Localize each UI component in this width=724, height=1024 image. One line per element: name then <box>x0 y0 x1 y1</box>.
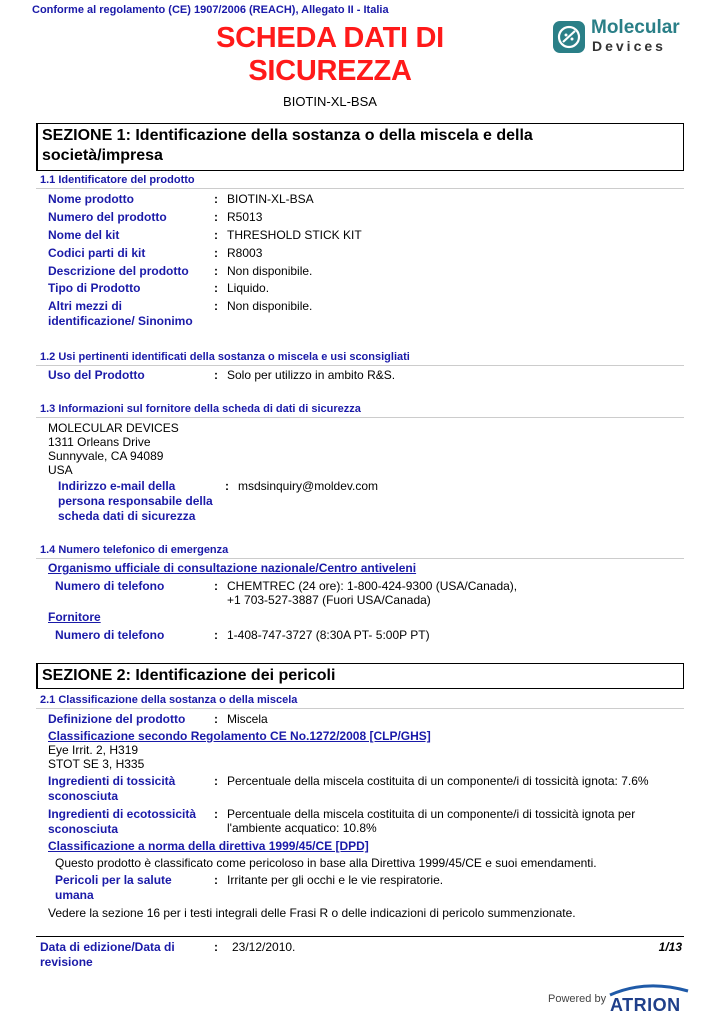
document-title <box>140 22 520 88</box>
row-label-product-type: Tipo di Prodotto <box>48 281 141 295</box>
tox-label-line-2: sconosciuta <box>48 789 119 803</box>
ecotox-value-line-1: Percentuale della miscela costituita di un componente/i di tossicità ignota per <box>227 807 636 821</box>
health-label-line-1: Pericoli per la salute <box>55 873 172 887</box>
row-label-product-number: Numero del prodotto <box>48 210 167 224</box>
other-label-line-1: Altri mezzi di <box>48 299 123 313</box>
supplier-line-1: MOLECULAR DEVICES <box>48 421 179 435</box>
official-body-heading: Organismo ufficiale di consultazione nazionale/Centro antiveleni <box>48 561 417 575</box>
other-label-line-2: identificazione/ Sinonimo <box>48 314 193 328</box>
section-2-heading: SEZIONE 2: Identificazione dei pericoli <box>36 663 684 689</box>
molecular-devices-logo <box>553 16 693 58</box>
row-label-unknown-toxicity <box>48 774 175 804</box>
title-line-1: SCHEDA DATI DI <box>216 22 444 54</box>
subsection-1-1-heading: 1.1 Identificatore del prodotto <box>40 174 195 186</box>
ecotox-label-line-2: sconosciuta <box>48 822 119 836</box>
row-label-emergency-phone: Numero di telefono <box>55 579 165 593</box>
row-label-product-use: Uso del Prodotto <box>48 368 145 382</box>
footer-date-value: 23/12/2010. <box>232 940 296 954</box>
colon: : <box>214 628 218 642</box>
row-value-unknown-toxicity: Percentuale della miscela costituita di un componente/i di tossicità ignota: 7.6% <box>227 774 649 788</box>
ecotox-value-line-2: l'ambiente acquatico: 10.8% <box>227 821 377 835</box>
dpd-classification-text: Questo prodotto è classificato come pericoloso in base alla Direttiva 1999/45/CE e suoi emendamenti. <box>55 856 597 870</box>
email-label-line-3: scheda dati di sicurezza <box>58 509 196 523</box>
colon: : <box>214 579 218 593</box>
subsection-2-1-heading: 2.1 Classificazione della sostanza o della miscela <box>40 694 298 706</box>
row-value-kit-part-codes: R8003 <box>227 246 263 260</box>
row-label-product-name: Nome prodotto <box>48 192 134 206</box>
colon: : <box>214 210 218 224</box>
row-value-unknown-ecotoxicity <box>227 807 635 835</box>
colon: : <box>214 281 218 295</box>
colon: : <box>214 246 218 260</box>
colon: : <box>214 192 218 206</box>
row-value-kit-name: THRESHOLD STICK KIT <box>227 228 362 242</box>
divider <box>36 708 684 709</box>
date-label-line-2: revisione <box>40 955 93 969</box>
ecotox-label-line-1: Ingredienti di ecotossicità <box>48 807 197 821</box>
divider <box>36 417 684 418</box>
emergency-phone-line-2: +1 703-527-3887 (Fuori USA/Canada) <box>227 593 431 607</box>
colon: : <box>214 264 218 278</box>
see-section-16-note: Vedere la sezione 16 per i testi integrali delle Frasi R o delle indicazioni di pericolo summenzionate. <box>48 906 576 920</box>
row-value-product-use: Solo per utilizzo in ambito R&S. <box>227 368 396 382</box>
supplier-line-4: USA <box>48 463 73 477</box>
row-value-emergency-phone <box>227 579 517 607</box>
row-value-supplier-phone: 1-408-747-3727 (8:30A PT- 5:00P PT) <box>227 628 430 642</box>
row-value-product-type: Liquido. <box>227 281 270 295</box>
clp-classification-list <box>48 743 144 771</box>
row-label-product-description: Descrizione del prodotto <box>48 264 189 278</box>
row-value-health-hazards: Irritante per gli occhi e le vie respiratorie. <box>227 873 444 887</box>
molecular-devices-logo-icon <box>553 21 585 53</box>
supplier-line-3: Sunnyvale, CA 94089 <box>48 449 164 463</box>
colon: : <box>225 479 229 493</box>
subsection-1-2-heading: 1.2 Usi pertinenti identificati della sostanza o miscela e usi sconsigliati <box>40 351 410 363</box>
powered-by-text: Powered by <box>548 993 607 1005</box>
logo-text-molecular: Molecular <box>591 17 680 38</box>
section-1-heading-line-2: società/impresa <box>42 147 163 164</box>
row-label-product-definition: Definizione del prodotto <box>48 712 186 726</box>
dpd-classification-heading: Classificazione a norma della direttiva 1999/45/CE [DPD] <box>48 839 369 853</box>
row-value-product-number: R5013 <box>227 210 263 224</box>
row-value-product-definition: Miscela <box>227 712 268 726</box>
email-label-line-2: persona responsabile della <box>58 494 213 508</box>
row-label-unknown-ecotoxicity <box>48 807 196 837</box>
section-1-heading-line-1: SEZIONE 1: Identificazione della sostanza o della miscela e della <box>42 127 533 144</box>
tox-label-line-1: Ingredienti di tossicità <box>48 774 176 788</box>
subsection-1-3-heading: 1.3 Informazioni sul fornitore della scheda di dati di sicurezza <box>40 403 361 415</box>
colon: : <box>214 774 218 788</box>
atrion-logo-text: ATRION <box>610 995 681 1015</box>
colon: : <box>214 299 218 313</box>
row-label-kit-name: Nome del kit <box>48 228 120 242</box>
colon: : <box>214 228 218 242</box>
row-value-other-identification: Non disponibile. <box>227 299 313 313</box>
regulation-note: Conforme al regolamento (CE) 1907/2006 (REACH), Allegato II - Italia <box>32 4 389 16</box>
logo-text-devices: Devices <box>592 38 666 54</box>
colon: : <box>214 807 218 821</box>
clp-line-2: STOT SE 3, H335 <box>48 757 145 771</box>
title-line-2: SICUREZZA <box>248 55 412 87</box>
section-1-heading <box>36 123 684 171</box>
row-value-product-description: Non disponibile. <box>227 264 313 278</box>
supplier-address <box>48 421 179 477</box>
atrion-logo <box>606 983 692 1017</box>
colon: : <box>214 940 218 954</box>
footer-divider <box>36 936 684 937</box>
row-label-health-hazards <box>55 873 172 903</box>
page-number: 1/13 <box>658 940 682 954</box>
subsection-1-4-heading: 1.4 Numero telefonico di emergenza <box>40 544 229 556</box>
row-value-product-name: BIOTIN-XL-BSA <box>227 192 314 206</box>
footer-date-label <box>40 940 175 970</box>
health-label-line-2: umana <box>55 888 94 902</box>
emergency-phone-line-1: CHEMTREC (24 ore): 1-800-424-9300 (USA/Canada), <box>227 579 518 593</box>
email-link[interactable]: msdsinquiry@moldev.com <box>238 479 378 493</box>
row-label-email <box>58 479 213 524</box>
row-label-other-identification <box>48 299 193 329</box>
supplier-subheading: Fornitore <box>48 610 101 624</box>
email-label-line-1: Indirizzo e-mail della <box>58 479 176 493</box>
colon: : <box>214 368 218 382</box>
colon: : <box>214 873 218 887</box>
supplier-line-2: 1311 Orleans Drive <box>48 435 151 449</box>
divider <box>36 188 684 189</box>
colon: : <box>214 712 218 726</box>
row-label-supplier-phone: Numero di telefono <box>55 628 165 642</box>
row-label-kit-part-codes: Codici parti di kit <box>48 246 146 260</box>
date-label-line-1: Data di edizione/Data di <box>40 940 175 954</box>
clp-line-1: Eye Irrit. 2, H319 <box>48 743 139 757</box>
clp-classification-heading: Classificazione secondo Regolamento CE No.1272/2008 [CLP/GHS] <box>48 729 431 743</box>
divider <box>36 365 684 366</box>
divider <box>36 558 684 559</box>
product-subtitle: BIOTIN-XL-BSA <box>283 94 377 109</box>
